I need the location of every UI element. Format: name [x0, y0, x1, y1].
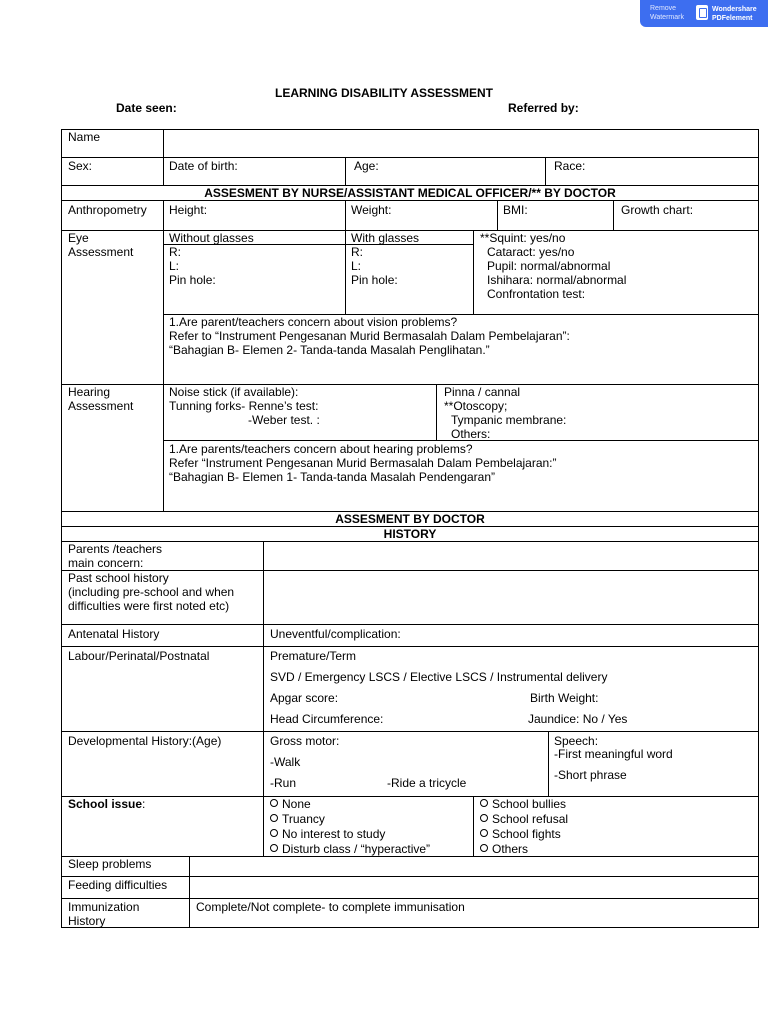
name-label: Name — [68, 130, 101, 144]
past-school-label-3: difficulties were first noted etc) — [68, 599, 230, 613]
hearing-refer: Refer “Instrument Pengesanan Murid Bermasalah Dalam Pembelajaran:” — [169, 456, 557, 470]
remove-watermark-text[interactable]: Remove Watermark — [650, 5, 684, 21]
option-truancy[interactable]: Truancy — [270, 812, 325, 826]
with-l-label: L: — [351, 259, 362, 273]
anthropometry-label: Anthropometry — [68, 203, 147, 217]
hearing-assessment-label: Assessment — [68, 399, 134, 413]
jaundice-label: Jaundice: No / Yes — [528, 712, 628, 726]
parents-concern-label: Parents /teachers — [68, 542, 163, 556]
head-circumference-label: Head Circumference: — [270, 712, 384, 726]
otoscopy-label: **Otoscopy; — [444, 399, 508, 413]
without-r-label: R: — [169, 245, 181, 259]
option-others[interactable]: Others — [480, 842, 528, 856]
with-glasses-label: With glasses — [351, 231, 420, 245]
school-issue-label: School issue: — [68, 797, 146, 811]
hearing-question: 1.Are parents/teachers concern about hearing problems? — [169, 442, 473, 456]
confrontation-label: Confrontation test: — [487, 287, 586, 301]
circle-checkbox-icon[interactable] — [270, 844, 278, 852]
hearing-label: Hearing — [68, 385, 111, 399]
option-no-interest[interactable]: No interest to study — [270, 827, 385, 841]
tricycle-label: -Ride a tricycle — [387, 776, 467, 790]
tuning-forks-label: Tunning forks- Renne’s test: — [169, 399, 319, 413]
with-r-label: R: — [351, 245, 363, 259]
weight-label: Weight: — [351, 203, 392, 217]
circle-checkbox-icon[interactable] — [480, 799, 488, 807]
circle-checkbox-icon[interactable] — [480, 829, 488, 837]
squint-label: **Squint: yes/no — [480, 231, 566, 245]
option-none[interactable]: None — [270, 797, 311, 811]
circle-checkbox-icon[interactable] — [480, 814, 488, 822]
delivery-options: SVD / Emergency LSCS / Elective LSCS / Instrumental delivery — [270, 670, 608, 684]
pupil-label: Pupil: normal/abnormal — [487, 259, 611, 273]
circle-checkbox-icon[interactable] — [270, 799, 278, 807]
first-word-label: -First meaningful word — [554, 747, 673, 761]
apgar-label: Apgar score: — [270, 691, 339, 705]
without-l-label: L: — [169, 259, 180, 273]
immunization-history-label: History — [68, 914, 106, 928]
gross-motor-label: Gross motor: — [270, 734, 340, 748]
height-label: Height: — [169, 203, 208, 217]
referred-by-label: Referred by: — [508, 101, 579, 115]
pinna-label: Pinna / cannal — [444, 385, 521, 399]
option-school-fights[interactable]: School fights — [480, 827, 561, 841]
weber-test-label: -Weber test. : — [248, 413, 320, 427]
history-heading: HISTORY — [383, 527, 437, 541]
short-phrase-label: -Short phrase — [554, 768, 627, 782]
age-label: Age: — [354, 159, 379, 173]
pdfelement-logo-icon — [696, 5, 708, 20]
growth-chart-label: Growth chart: — [621, 203, 694, 217]
with-pinhole-label: Pin hole: — [351, 273, 398, 287]
noise-stick-label: Noise stick (if available): — [169, 385, 299, 399]
developmental-label: Developmental History:(Age) — [68, 734, 222, 748]
brand-name: Wondershare PDFelement — [712, 6, 757, 22]
remove-watermark-banner[interactable] — [640, 0, 768, 27]
birth-weight-label: Birth Weight: — [530, 691, 599, 705]
date-seen-label: Date seen: — [116, 101, 177, 115]
parents-concern-label-2: main concern: — [68, 556, 144, 570]
immunization-label: Immunization — [68, 900, 140, 914]
form-title: LEARNING DISABILITY ASSESSMENT — [274, 86, 494, 100]
nurse-section-heading: ASSESMENT BY NURSE/ASSISTANT MEDICAL OFFICER/** BY DOCTOR — [204, 186, 616, 200]
tympanic-label: Tympanic membrane: — [451, 413, 567, 427]
ishihara-label: Ishihara: normal/abnormal — [487, 273, 627, 287]
circle-checkbox-icon[interactable] — [480, 844, 488, 852]
sleep-problems-label: Sleep problems — [68, 857, 152, 871]
without-pinhole-label: Pin hole: — [169, 273, 216, 287]
premature-term: Premature/Term — [270, 649, 357, 663]
immunization-value: Complete/Not complete- to complete immunisation — [196, 900, 465, 914]
labour-label: Labour/Perinatal/Postnatal — [68, 649, 210, 663]
circle-checkbox-icon[interactable] — [270, 814, 278, 822]
without-glasses-label: Without glasses — [169, 231, 254, 245]
dob-label: Date of birth: — [169, 159, 238, 173]
race-label: Race: — [554, 159, 586, 173]
feeding-difficulties-label: Feeding difficulties — [68, 878, 168, 892]
circle-checkbox-icon[interactable] — [270, 829, 278, 837]
bmi-label: BMI: — [503, 203, 528, 217]
option-school-refusal[interactable]: School refusal — [480, 812, 568, 826]
vision-question: 1.Are parent/teachers concern about vision problems? — [169, 315, 458, 329]
eye-label: Eye — [68, 231, 89, 245]
cataract-label: Cataract: yes/no — [487, 245, 575, 259]
vision-element: “Bahagian B- Elemen 2- Tanda-tanda Masalah Penglihatan.” — [169, 343, 490, 357]
option-disturb-class[interactable]: Disturb class / “hyperactive” — [270, 842, 430, 856]
antenatal-value: Uneventful/complication: — [270, 627, 401, 641]
doctor-section-heading: ASSESMENT BY DOCTOR — [335, 512, 485, 526]
vision-refer: Refer to “Instrument Pengesanan Murid Bermasalah Dalam Pembelajaran”: — [169, 329, 570, 343]
run-label: -Run — [270, 776, 297, 790]
hearing-element: “Bahagian B- Elemen 1- Tanda-tanda Masalah Pendengaran” — [169, 470, 495, 484]
sex-label: Sex: — [68, 159, 93, 173]
eye-assessment-label: Assessment — [68, 245, 134, 259]
hearing-others-label: Others: — [451, 427, 491, 441]
name-field[interactable] — [164, 130, 758, 157]
option-school-bullies[interactable]: School bullies — [480, 797, 566, 811]
walk-label: -Walk — [270, 755, 301, 769]
antenatal-label: Antenatal History — [68, 627, 160, 641]
speech-label: Speech: — [554, 734, 599, 748]
past-school-label: Past school history — [68, 571, 169, 585]
past-school-label-2: (including pre-school and when — [68, 585, 235, 599]
